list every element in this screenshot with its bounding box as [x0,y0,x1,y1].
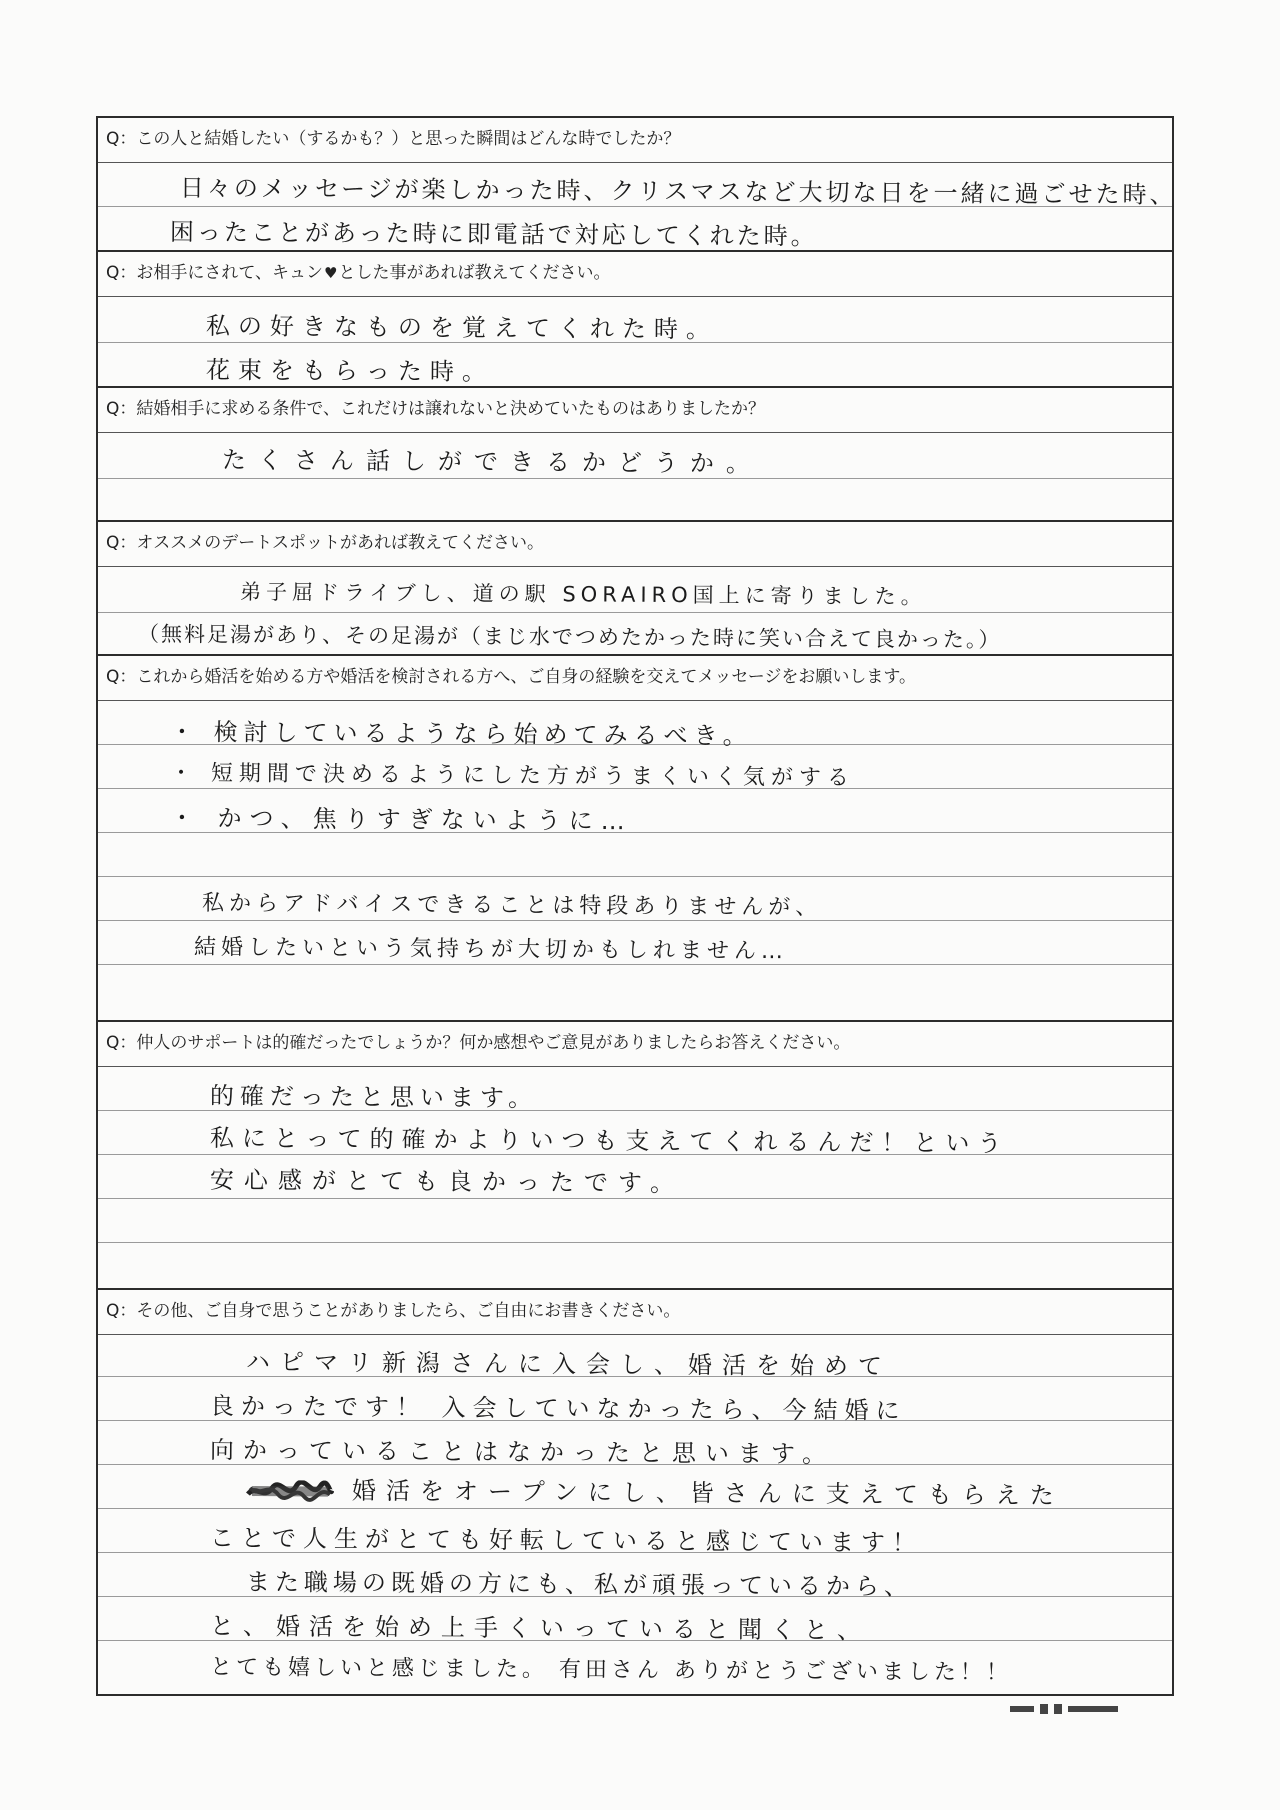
question-text: Q：この人と結婚したい（するかも？）と思った瞬間はどんな時でしたか？ [106,129,681,149]
question-text-start: Q：お相手にされて、キュン [106,263,324,283]
answer-line: 私からアドバイスできることは特段ありませんが、 [201,891,823,921]
answer-line: 安心感がとても良かったです。 [209,1166,685,1198]
answer-line: 弟子屈ドライブし、道の駅 SORAIRO国上に寄りました。 [239,580,927,609]
answer-line: ・ かつ、焦りすぎないように… [169,804,633,836]
answer-line: ・ 短期間で決めるようにした方がうまくいく気がする [169,761,856,791]
ruled-line [98,964,1172,965]
ruled-line [98,1198,1172,1199]
divider [98,296,1172,297]
answer-line: と、婚活を始め上手くいっていると聞くと、 [209,1612,871,1645]
question-text-end: とした事があれば教えてください。 [338,263,611,283]
answer-line: ことで人生がとても好転していると感じています！ [209,1524,924,1557]
divider [98,566,1172,567]
question-text [106,252,611,294]
question-text: Q：その他、ご自身で思うことがありましたら、ご自由にお書きください。 [106,1301,681,1321]
ruled-line [98,876,1172,877]
answer-line: 向かっていることはなかったと思います。 [209,1436,836,1469]
heart-icon: ♥ [324,264,338,282]
answer-line-text: 婚活をオープンにし、皆さんに支えてもらえた [351,1476,1064,1510]
answer-line-with-redaction [246,1470,1064,1511]
answer-line: 良かったです！ 入会していなかったら、今結婚に [209,1392,907,1425]
question-section-6 [98,1020,1172,1288]
question-section-1 [98,118,1177,251]
question-text: Q：これから婚活を始める方や婚活を検討される方へ、ご自身の経験を交えてメッセージをお願いします。 [106,667,916,687]
question-section-4 [98,520,1172,654]
ruled-line [98,920,1172,921]
question-section-5 [98,654,1172,1020]
question-text: Q：仲人のサポートは的確だったでしょうか？何か感想やご意見がありましたらお答えください。 [106,1033,851,1053]
answer-line: 困ったことがあった時に即電話で対応してくれた時。 [169,218,818,251]
answer-line: （無料足湯があり、その足湯が（まじ水でつめたかった時に笑い合えて良かった。） [137,622,1002,653]
answer-line: とても嬉しいと感じました。 有田さん ありがとうございました！！ [209,1655,1013,1686]
answer-line: 的確だったと思います。 [209,1082,539,1113]
ruled-line [98,1242,1172,1243]
ruled-line [98,612,1172,613]
redacted-scribble [246,1480,334,1503]
questionnaire-form [96,116,1177,1696]
question-section-3 [98,386,1172,520]
ruled-line [98,478,1172,479]
divider [98,700,1172,701]
divider [98,432,1172,433]
answer-line: 花束をもらった時。 [205,356,495,387]
question-section-2 [98,250,1172,386]
divider [98,162,1172,163]
answer-line: ハピマリ新潟さんに入会し、婚活を始めて [245,1348,893,1381]
question-section-7 [98,1288,1172,1694]
answer-line: 私にとって的確かよりいつも支えてくれるんだ！という [209,1124,1010,1158]
divider [98,1066,1172,1067]
question-text: Q：オススメのデートスポットがあれば教えてください。 [106,533,545,553]
answer-line: 結婚したいという気持ちが大切かもしれません… [193,935,789,965]
footer-print-mark [1010,1702,1120,1716]
answer-line: 日々のメッセージが楽しかった時、クリスマスなど大切な日を一緒に過ごせた時、 [179,174,1177,209]
answer-line: 私の好きなものを覚えてくれた時。 [205,312,719,344]
answer-line: ・ 検討しているようなら始めてみるべき。 [169,718,753,751]
answer-line: たくさん話しができるかどうか。 [221,446,763,478]
answer-line: また職場の既婚の方にも、私が頑張っているから、 [245,1568,914,1601]
divider [98,1334,1172,1335]
question-text: Q：結婚相手に求める条件で、これだけは譲れないと決めていたものはありましたか？ [106,399,766,419]
